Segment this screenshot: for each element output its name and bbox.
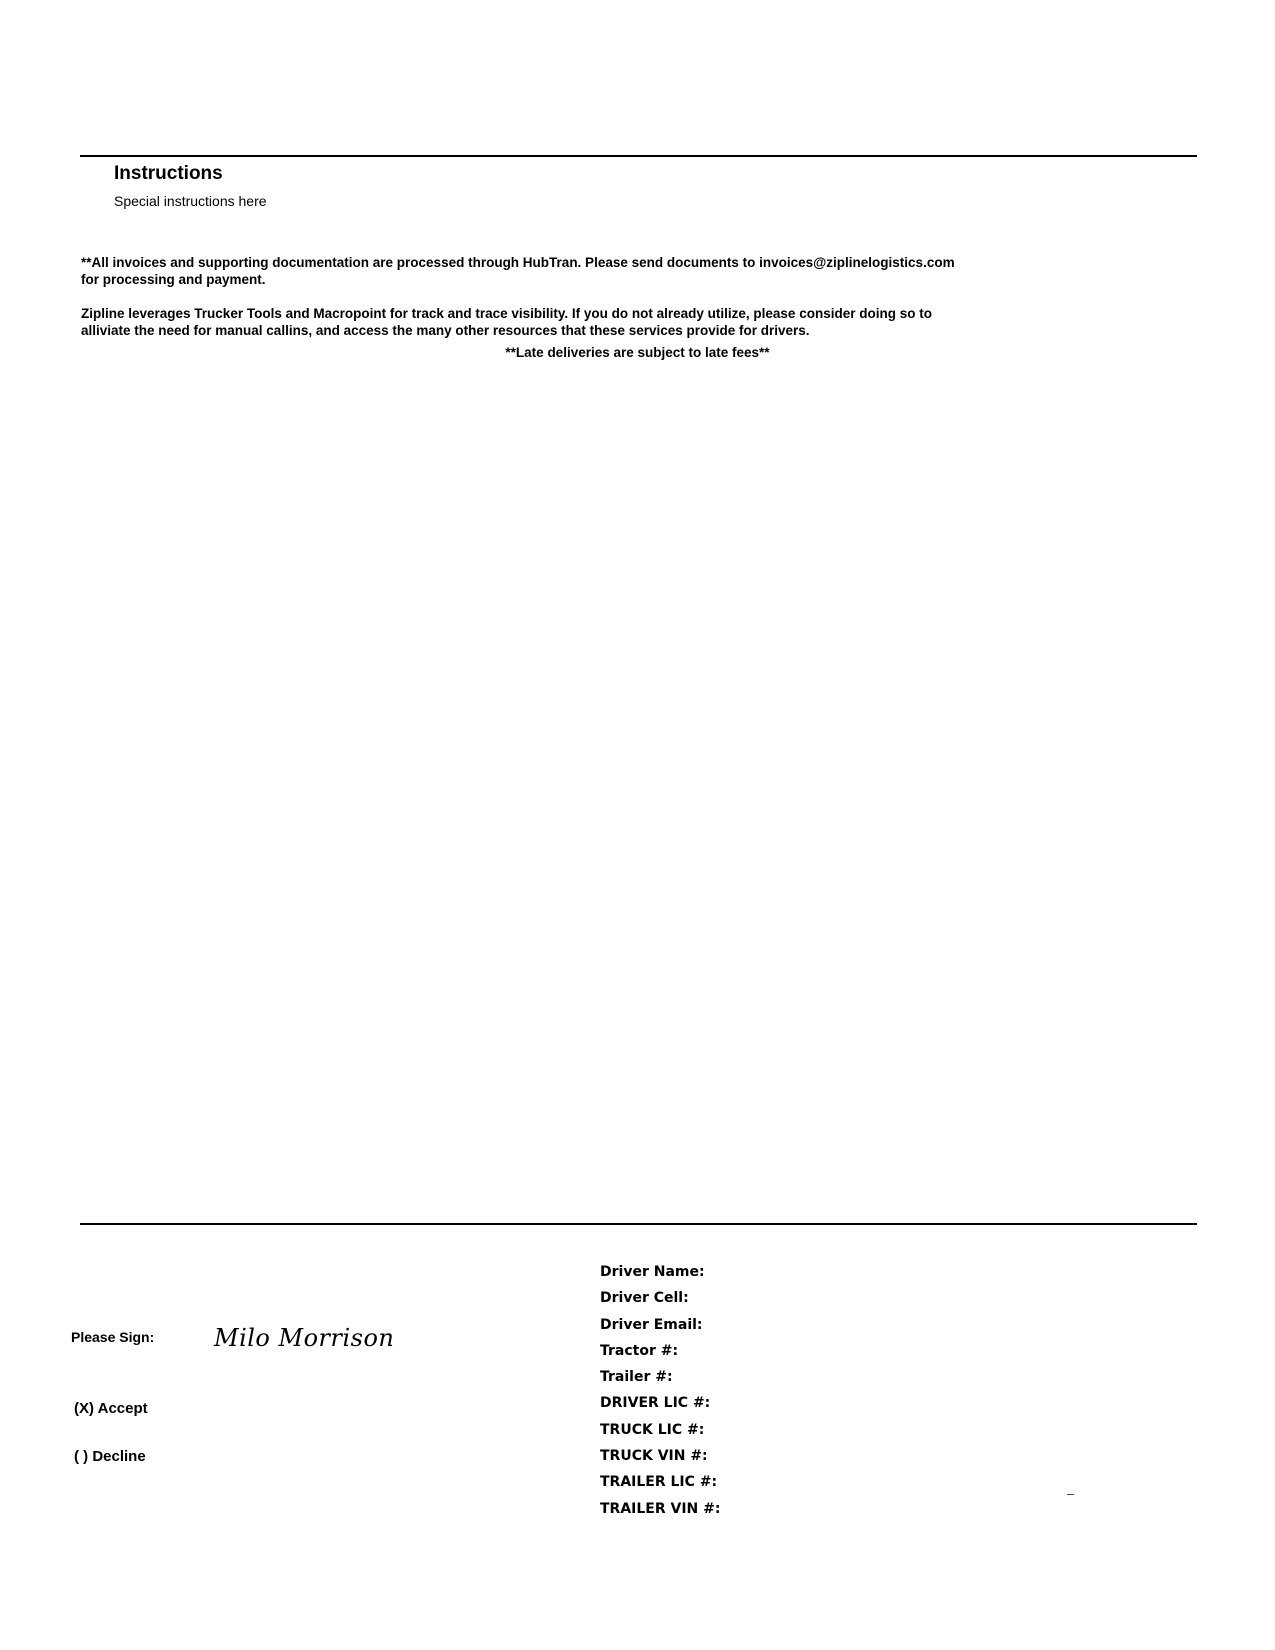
- stray-mark: [1067, 1494, 1074, 1495]
- invoices-notice: [81, 254, 1101, 288]
- instructions-text: Special instructions here: [114, 193, 267, 209]
- truck-vin-field[interactable]: TRUCK VIN #:: [600, 1448, 708, 1465]
- driver-fields-list: [600, 1259, 720, 1522]
- invoices-notice-line-2: for processing and payment.: [81, 272, 266, 287]
- truck-license-field[interactable]: TRUCK LIC #:: [600, 1421, 705, 1438]
- please-sign-label: Please Sign:: [71, 1329, 155, 1345]
- decline-option[interactable]: ( ) Decline: [74, 1448, 146, 1465]
- signature[interactable]: Milo Morrison: [214, 1324, 395, 1352]
- accept-option[interactable]: (X) Accept: [74, 1400, 148, 1417]
- tractor-number-field[interactable]: Tractor #:: [600, 1342, 679, 1359]
- late-fees-notice: **Late deliveries are subject to late fees**: [505, 345, 770, 360]
- instructions-heading: Instructions: [114, 163, 223, 184]
- invoices-notice-line-1: **All invoices and supporting documentation are processed through HubTran. Please send documents to invoices@ziplinelogistics.com: [81, 255, 955, 270]
- tracking-notice: [81, 305, 1101, 339]
- bottom-divider: [80, 1223, 1197, 1225]
- trailer-number-field[interactable]: Trailer #:: [600, 1369, 673, 1386]
- trailer-license-field[interactable]: TRAILER LIC #:: [600, 1474, 718, 1491]
- tracking-notice-line-1: Zipline leverages Trucker Tools and Macropoint for track and trace visibility. If you do not already utilize, please consider doing so to: [81, 306, 932, 321]
- trailer-vin-field[interactable]: TRAILER VIN #:: [600, 1500, 721, 1517]
- top-divider: [80, 155, 1197, 157]
- driver-email-field[interactable]: Driver Email:: [600, 1316, 703, 1333]
- driver-name-field[interactable]: Driver Name:: [600, 1264, 705, 1280]
- driver-license-field[interactable]: DRIVER LIC #:: [600, 1395, 711, 1412]
- driver-cell-field[interactable]: Driver Cell:: [600, 1290, 689, 1307]
- tracking-notice-line-2: alliviate the need for manual callins, and access the many other resources that these services provide for drivers.: [81, 323, 810, 338]
